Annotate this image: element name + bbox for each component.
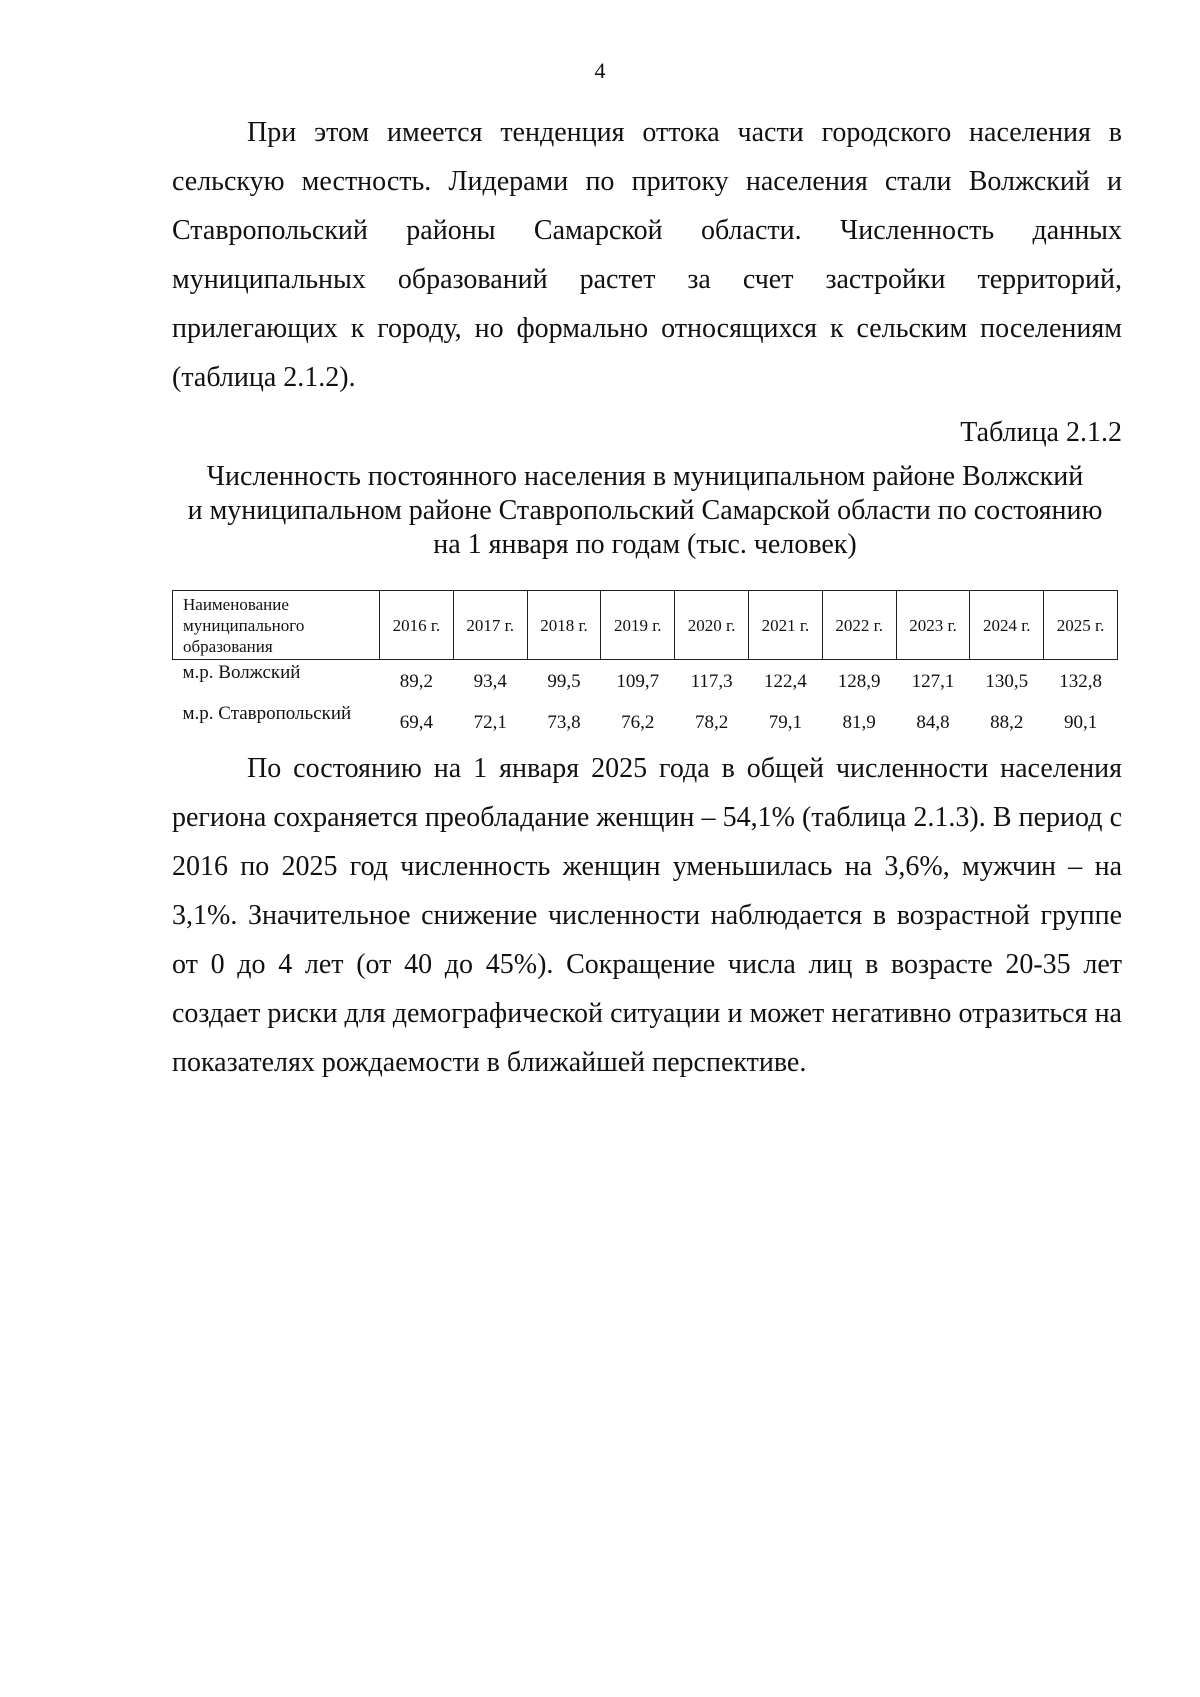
table-cell: 93,4 <box>473 671 507 692</box>
row-name: м.р. Ставропольский <box>182 703 352 724</box>
header-year: 2019 г. <box>601 591 675 660</box>
table-cell: 130,5 <box>985 671 1029 692</box>
table-cell: 88,2 <box>990 712 1024 733</box>
header-name-line: образования <box>183 636 273 656</box>
header-year: 2024 г. <box>970 591 1044 660</box>
table-row <box>173 701 1118 742</box>
header-year: 2021 г. <box>748 591 822 660</box>
row-name: м.р. Волжский <box>182 662 301 683</box>
header-year: 2020 г. <box>675 591 749 660</box>
table-cell: 128,9 <box>837 671 881 692</box>
table-cell: 79,1 <box>768 712 802 733</box>
paragraph-intro: При этом имеется тенденция оттока части городского населения в сельскую местность. Лидерами по притоку населения стали Волжский и Ставропольский районы Самарской области. Численность данных муниципальных образований растет за счет застройки территорий, прилегающих к городу, но формально относящихся к сельским поселениям (таблица 2.1.2). <box>172 117 1122 393</box>
header-year: 2018 г. <box>527 591 601 660</box>
table-cell: 99,5 <box>547 671 581 692</box>
table-cell: 117,3 <box>690 671 733 692</box>
table-cell: 127,1 <box>911 671 955 692</box>
table-cell: 84,8 <box>916 712 950 733</box>
table-row <box>173 660 1118 702</box>
table-cell: 109,7 <box>616 671 660 692</box>
header-year: 2017 г. <box>453 591 527 660</box>
paragraph-gender-stats: По состоянию на 1 января 2025 года в общей численности населения региона сохраняется преобладание женщин – 54,1% (таблица 2.1.3). В период с 2016 по 2025 год численность женщин уменьшилась на 3,6%, мужчин – на 3,1%. Значительное снижение численности наблюдается в возрастной группе от 0 до 4 лет (от 40 до 45%). Сокращение числа лиц в возрасте 20-35 лет создает риски для демографической ситуации и может негативно отразиться на показателях рождаемости в ближайшей перспективе. <box>172 753 1122 1078</box>
population-table <box>172 590 1118 742</box>
table-header-row <box>173 591 1118 660</box>
table-cell: 69,4 <box>399 712 434 733</box>
header-year: 2023 г. <box>896 591 970 660</box>
header-name-line: Наименование <box>183 594 289 614</box>
page-number: 4 <box>594 58 606 83</box>
table-cell: 78,2 <box>694 712 729 733</box>
table-cell: 89,2 <box>399 671 434 692</box>
header-name-line: муниципального <box>183 615 305 635</box>
table-caption: Таблица 2.1.2 <box>960 417 1122 448</box>
table-cell: 73,8 <box>547 712 581 733</box>
table-cell: 122,4 <box>764 671 807 692</box>
table-cell: 72,1 <box>473 712 507 733</box>
header-municipality-name <box>173 591 380 660</box>
table-title-line: Численность постоянного населения в муниципальном районе Волжский <box>206 461 1084 492</box>
table-title-line: и муниципальном районе Ставропольский Самарской области по состоянию <box>187 495 1103 526</box>
table-cell: 132,8 <box>1059 671 1102 692</box>
header-year: 2025 г. <box>1044 591 1118 660</box>
table-cell: 81,9 <box>842 712 876 733</box>
table-title-line: на 1 января по годам (тыс. человек) <box>433 529 857 560</box>
table-cell: 76,2 <box>621 712 655 733</box>
header-year: 2022 г. <box>822 591 896 660</box>
table-cell: 90,1 <box>1063 712 1098 733</box>
table-title <box>160 460 1130 562</box>
header-year: 2016 г. <box>380 591 454 660</box>
